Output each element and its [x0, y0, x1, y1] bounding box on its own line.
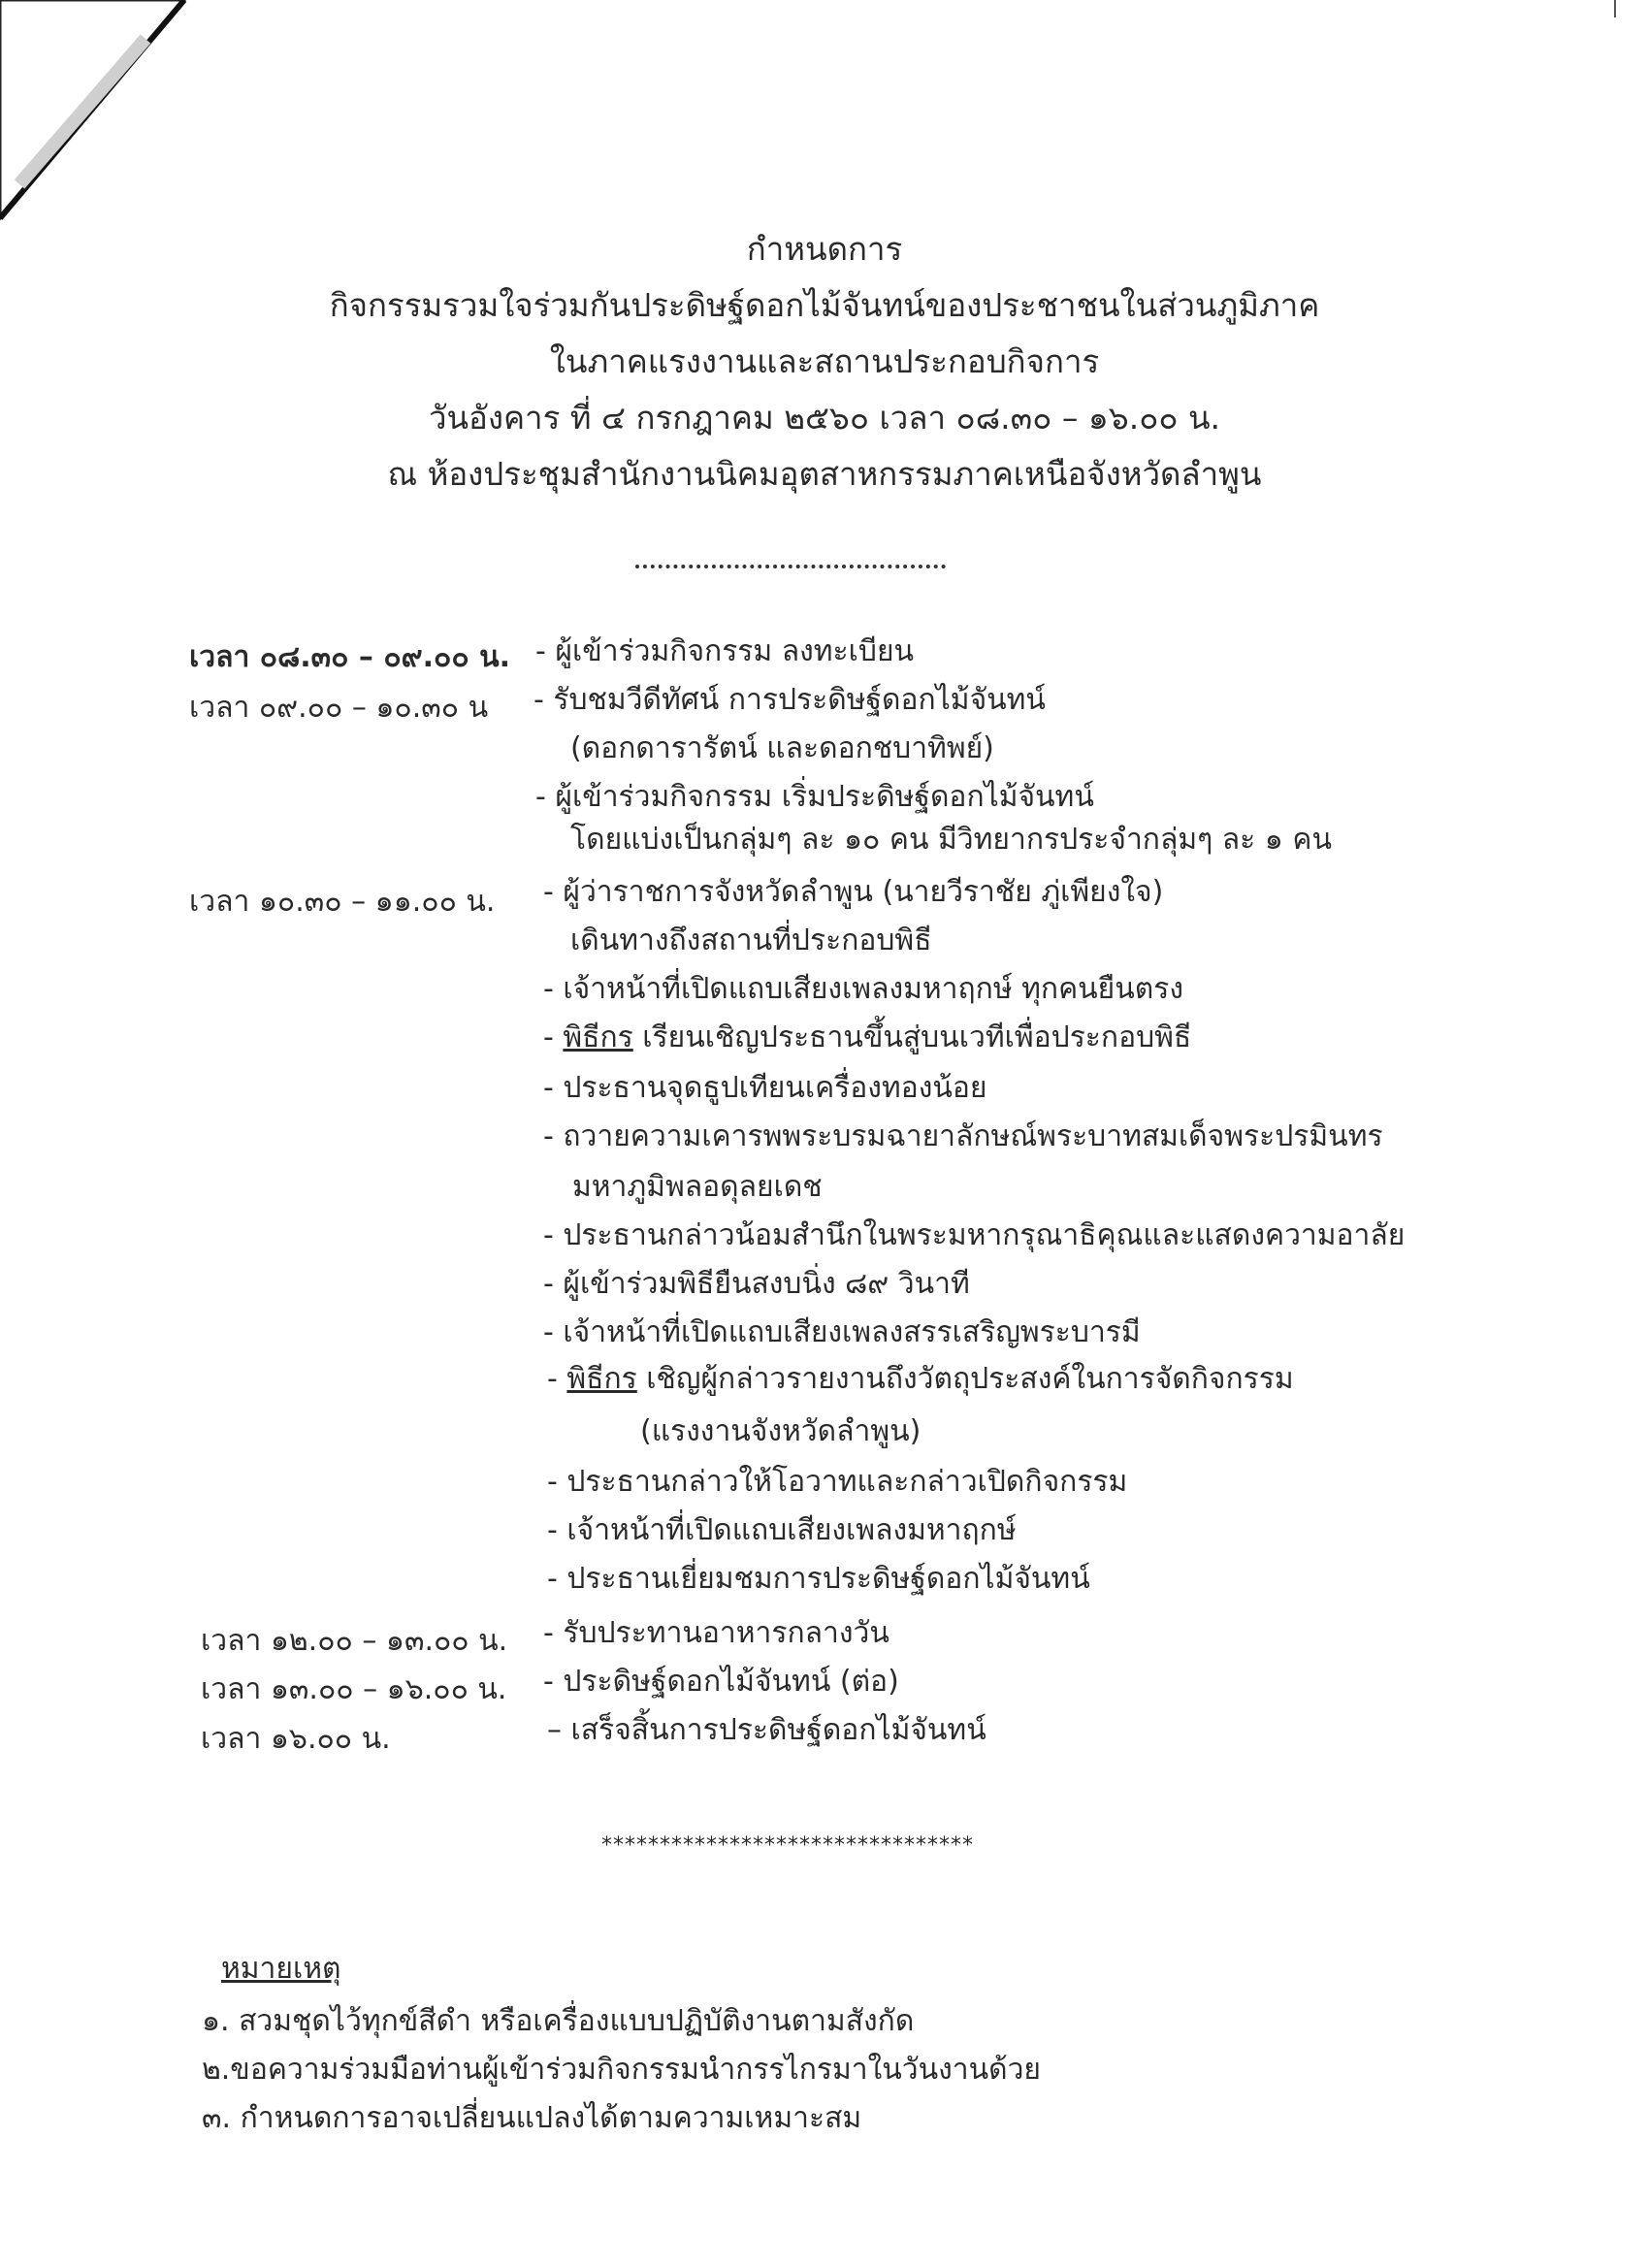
activity-governor: - ผู้ว่าราชการจังหวัดลำพูน (นายวีราชัย ภู่เพียงใจ) [543, 875, 1164, 909]
activity-video-detail: (ดอกดารารัตน์ และดอกชบาทิพย์) [570, 731, 994, 765]
note-1: ๑. สวมชุดไว้ทุกข์สีดำ หรือเครื่องแบบปฏิบัติงานตามสังกัด [202, 2004, 915, 2038]
note-2: ๒.ขอความร่วมมือท่านผู้เข้าร่วมกิจกรรมนำกรรไกรมาในวันงานด้วย [202, 2053, 1042, 2087]
activity-silence: - ผู้เข้าร่วมพิธียืนสงบนิ่ง ๘๙ วินาที [543, 1267, 970, 1301]
activity-royal-anthem: - เจ้าหน้าที่เปิดแถบเสียงเพลงสรรเสริญพระบารมี [543, 1315, 1141, 1349]
scan-edge-mark [1614, 0, 1616, 17]
time-slot-1: เวลา ๐๘.๓๐ – ๐๙.๐๐ น. [189, 640, 510, 674]
activity-finish: – เสร็จสิ้นการประดิษฐ์ดอกไม้จันทน์ [547, 1713, 986, 1747]
activity-governor-detail: เดินทางถึงสถานที่ประกอบพิธี [570, 923, 932, 957]
notes-title: หมายเหตุ [221, 1952, 341, 1986]
folded-corner-scan-artifact [0, 0, 194, 223]
time-slot-4: เวลา ๑๒.๐๐ – ๑๓.๐๐ น. [201, 1624, 508, 1658]
note-3: ๓. กำหนดการอาจเปลี่ยนแปลงได้ตามความเหมาะสม [202, 2101, 862, 2135]
time-slot-3: เวลา ๑๐.๓๐ – ๑๑.๐๐ น. [189, 885, 496, 919]
activity-opening-speech: - ประธานกล่าวให้โอวาทและกล่าวเปิดกิจกรรม [547, 1465, 1128, 1499]
dash: - [547, 1362, 567, 1396]
activity-pay-respect-detail: มหาภูมิพลอดุลยเดช [572, 1170, 823, 1204]
venue-line: ณ ห้องประชุมสำนักงานนิคมอุตสาหกรรมภาคเหนือจังหวัดลำพูน [387, 455, 1262, 493]
activity-video: - รับชมวีดีทัศน์ การประดิษฐ์ดอกไม้จันทน์ [534, 683, 1046, 717]
dotted-divider [635, 559, 946, 568]
activity-lunch: - รับประทานอาหารกลางวัน [543, 1616, 889, 1650]
mc-text: เรียนเชิญประธานขึ้นสู่บนเวทีเพื่อประกอบพิธี [632, 1021, 1192, 1054]
time-slot-6: เวลา ๑๖.๐๐ น. [201, 1722, 391, 1756]
doc-title: กำหนดการ [746, 230, 903, 268]
activity-groups-detail: โดยแบ่งเป็นกลุ่มๆ ละ ๑๐ คน มีวิทยากรประจำกลุ่มๆ ละ ๑ คน [570, 823, 1332, 857]
mc-label: พิธีกร [566, 1362, 637, 1396]
activity-anthem-1: - เจ้าหน้าที่เปิดแถบเสียงเพลงมหาฤกษ์ ทุกคนยืนตรง [543, 972, 1183, 1006]
time-slot-2: เวลา ๐๙.๐๐ – ๑๐.๓๐ น [189, 691, 489, 725]
activity-start-making: - ผู้เข้าร่วมกิจกรรม เริ่มประดิษฐ์ดอกไม้จันทน์ [535, 780, 1094, 814]
activity-anthem-2: - เจ้าหน้าที่เปิดแถบเสียงเพลงมหาฤกษ์ [547, 1513, 1017, 1547]
asterisk-divider: ******************************** [601, 1833, 974, 1858]
dash: - [543, 1021, 564, 1054]
activity-continue: - ประดิษฐ์ดอกไม้จันทน์ (ต่อ) [543, 1665, 899, 1699]
mc-label: พิธีกร [563, 1021, 633, 1054]
sector-line: ในภาคแรงงานและสถานประกอบกิจการ [549, 342, 1100, 380]
document-header [0, 221, 1649, 502]
activity-candles: - ประธานจุดธูปเทียนเครื่องทองน้อย [543, 1071, 987, 1105]
activity-pay-respect: - ถวายความเคารพพระบรมฉายาลักษณ์พระบาทสมเด็จพระปรมินทร [543, 1119, 1383, 1153]
activity-mc-report-detail: (แรงงานจังหวัดลำพูน) [640, 1414, 922, 1448]
activity-mc-invite [543, 1019, 1191, 1057]
activity-registration: - ผู้เข้าร่วมกิจกรรม ลงทะเบียน [535, 634, 915, 668]
activity-mc-report [547, 1360, 1294, 1399]
activity-title: กิจกรรมรวมใจร่วมกันประดิษฐ์ดอกไม้จันทน์ของประชาชนในส่วนภูมิภาค [329, 286, 1320, 324]
activity-condolence: - ประธานกล่าวน้อมสำนึกในพระมหากรุณาธิคุณและแสดงความอาลัย [543, 1218, 1406, 1252]
activity-visit: - ประธานเยี่ยมชมการประดิษฐ์ดอกไม้จันทน์ [547, 1562, 1090, 1596]
date-line: วันอังคาร ที่ ๔ กรกฎาคม ๒๕๖๐ เวลา ๐๘.๓๐ – ๑๖.๐๐ น. [428, 399, 1221, 437]
time-slot-5: เวลา ๑๓.๐๐ – ๑๖.๐๐ น. [201, 1672, 507, 1706]
mc-text: เชิญผู้กล่าวรายงานถึงวัตถุประสงค์ในการจัดกิจกรรม [636, 1362, 1294, 1396]
